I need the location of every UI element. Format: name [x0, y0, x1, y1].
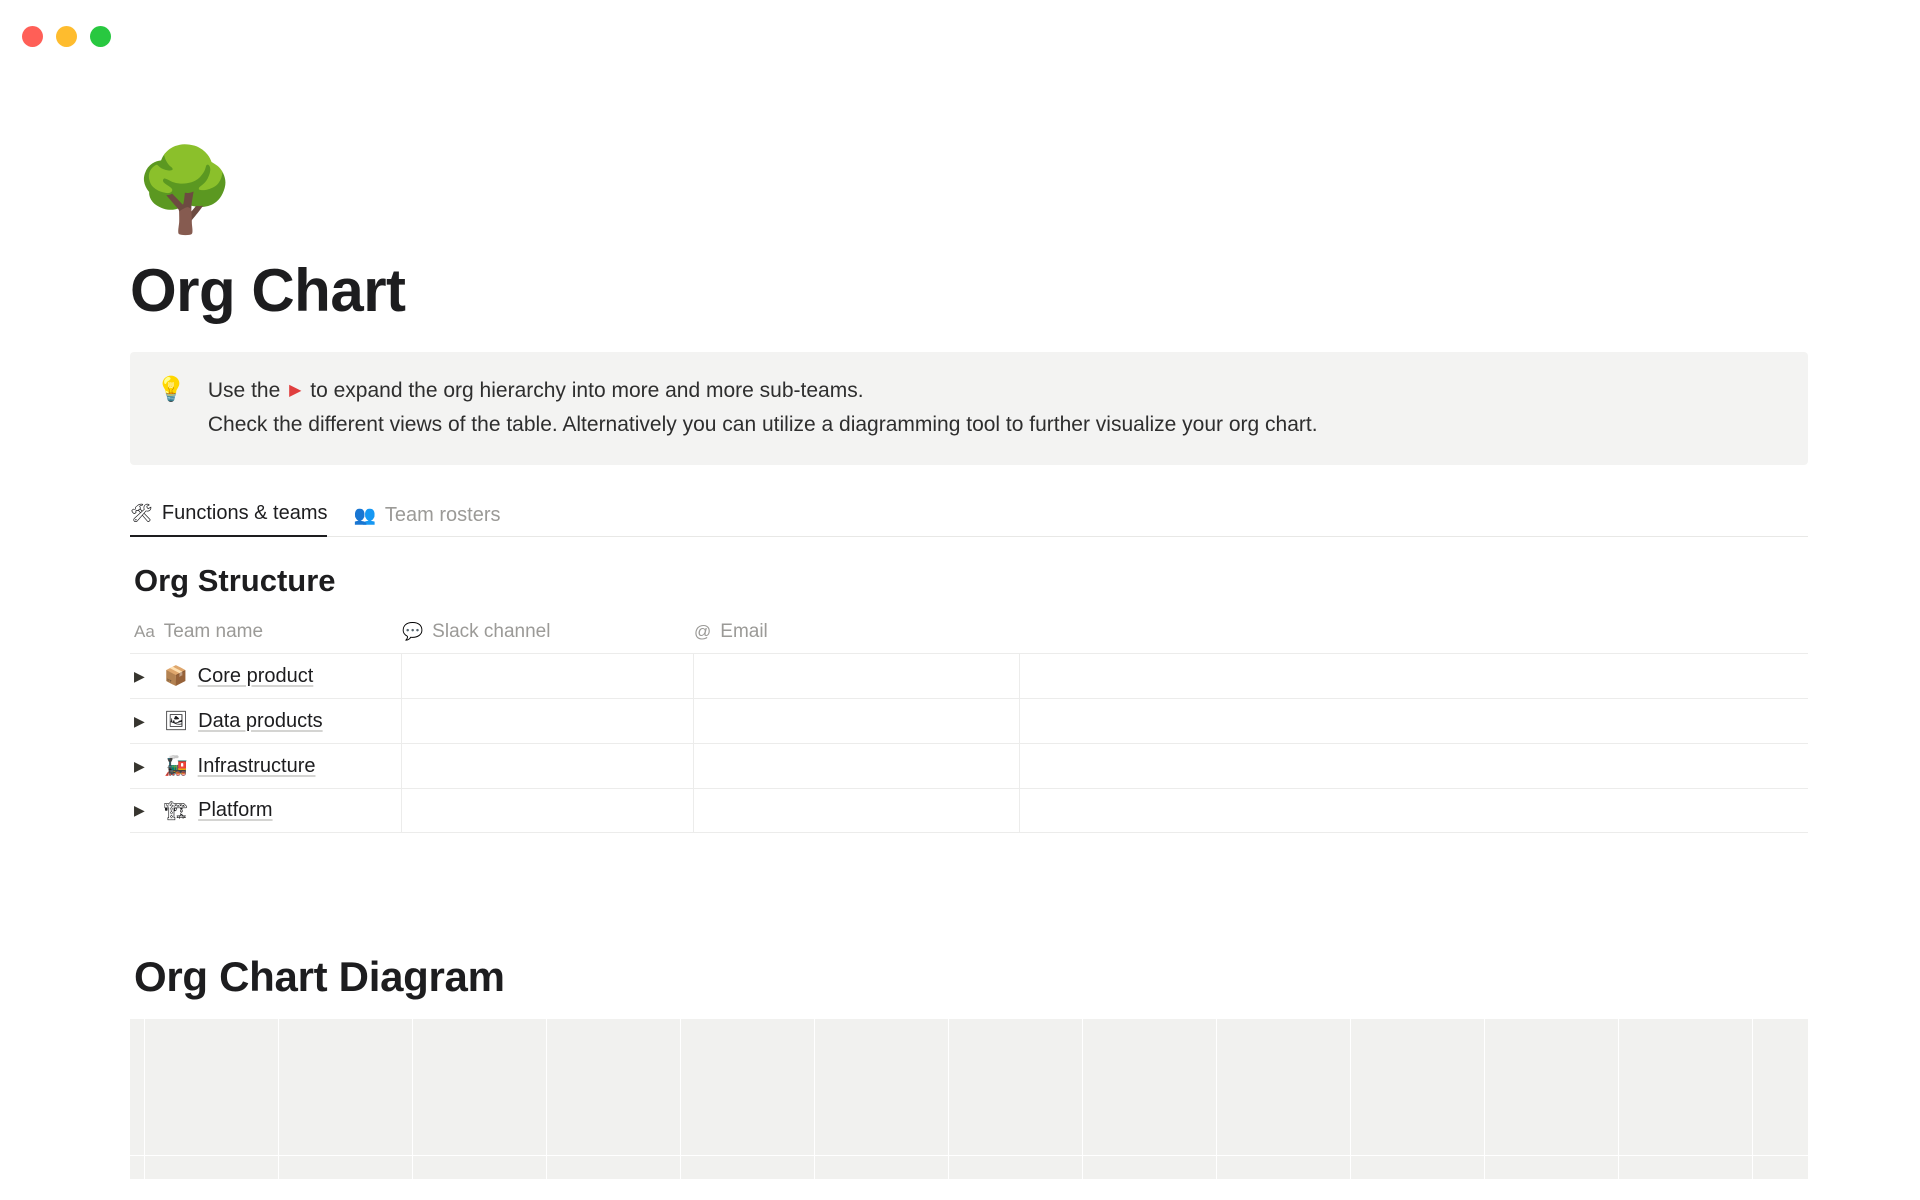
row-expand-toggle-icon[interactable]: ▶ [134, 712, 145, 729]
chat-bubble-icon: 💬 [402, 622, 424, 642]
at-sign-icon: @ [694, 622, 712, 642]
traffic-lights [22, 26, 111, 47]
lightbulb-icon: 💡 [156, 376, 186, 403]
column-header-slack-channel[interactable] [402, 621, 694, 643]
table-row-label[interactable]: Core product [197, 664, 314, 687]
column-header-team-name[interactable] [130, 621, 402, 643]
column-header-slack-channel-label: Slack channel [432, 621, 551, 643]
table-header-row [130, 611, 1808, 653]
table-row-label[interactable]: Data products [198, 709, 323, 732]
table-cell-team-name[interactable] [130, 744, 402, 789]
people-icon: 👥 [353, 505, 376, 526]
table-row[interactable] [130, 743, 1808, 788]
column-header-team-name-label: Team name [163, 621, 264, 643]
callout-line-2: Check the different views of the table. Alternatively you can utilize a diagramming tool to further visualize your org chart. [207, 412, 1318, 436]
expand-triangle-icon: ▶ [289, 382, 302, 399]
minimize-window-button[interactable] [56, 26, 77, 47]
tab-functions-and-teams[interactable] [130, 502, 327, 537]
table-row-label[interactable]: Infrastructure [197, 754, 316, 777]
row-emoji-icon: 🖼 [164, 711, 189, 733]
column-header-email[interactable] [694, 621, 1020, 643]
close-window-button[interactable] [22, 26, 43, 47]
zoom-window-button[interactable] [90, 26, 111, 47]
table-cell-email[interactable] [694, 744, 1020, 789]
page-icon-emoji[interactable]: 🌳 [134, 145, 237, 236]
table-cell-slack-channel[interactable] [402, 788, 694, 833]
tab-team-rosters-label: Team rosters [384, 504, 501, 527]
callout-block [130, 352, 1808, 465]
table-cell-email[interactable] [694, 654, 1020, 699]
table-row-label[interactable]: Platform [198, 799, 273, 822]
diagram-section-title: Org Chart Diagram [134, 953, 505, 1001]
callout-line-1 [208, 374, 1318, 408]
callout-line-1-before: Use the [207, 379, 281, 402]
table-cell-spacer [1020, 654, 1808, 699]
row-expand-toggle-icon[interactable]: ▶ [134, 802, 145, 819]
table-row[interactable] [130, 653, 1808, 698]
page-title: Org Chart [130, 257, 406, 324]
table-cell-team-name[interactable] [130, 788, 402, 833]
column-header-email-label: Email [720, 621, 768, 643]
hammer-wrench-icon: 🛠 [130, 503, 153, 524]
table-title: Org Structure [134, 563, 336, 599]
org-chart-diagram-canvas[interactable] [130, 1019, 1808, 1179]
table-cell-spacer [1020, 788, 1808, 833]
table-cell-slack-channel[interactable] [402, 699, 694, 744]
row-expand-toggle-icon[interactable]: ▶ [134, 667, 145, 684]
callout-text [208, 374, 1318, 441]
callout-line-1-after: to expand the org hierarchy into more and more sub-teams. [310, 379, 864, 402]
row-emoji-icon: 📦 [164, 666, 188, 688]
table-cell-team-name[interactable] [130, 699, 402, 744]
table-cell-team-name[interactable] [130, 654, 402, 699]
row-expand-toggle-icon[interactable]: ▶ [134, 757, 145, 774]
table-cell-slack-channel[interactable] [402, 654, 694, 699]
table-cell-slack-channel[interactable] [402, 744, 694, 789]
table-row[interactable] [130, 788, 1808, 833]
row-emoji-icon: 🚂 [164, 756, 188, 778]
page-body [0, 145, 1920, 1179]
text-type-icon: Aa [134, 622, 155, 642]
table-row[interactable] [130, 698, 1808, 743]
table-cell-email[interactable] [694, 788, 1020, 833]
org-structure-table [130, 611, 1808, 833]
tab-functions-and-teams-label: Functions & teams [161, 502, 328, 525]
view-tabs [130, 491, 1808, 537]
row-emoji-icon: 🏗 [164, 800, 189, 822]
tab-team-rosters[interactable] [353, 504, 500, 537]
window-title-bar [0, 0, 1920, 72]
table-cell-spacer [1020, 744, 1808, 789]
table-cell-spacer [1020, 699, 1808, 744]
table-cell-email[interactable] [694, 699, 1020, 744]
